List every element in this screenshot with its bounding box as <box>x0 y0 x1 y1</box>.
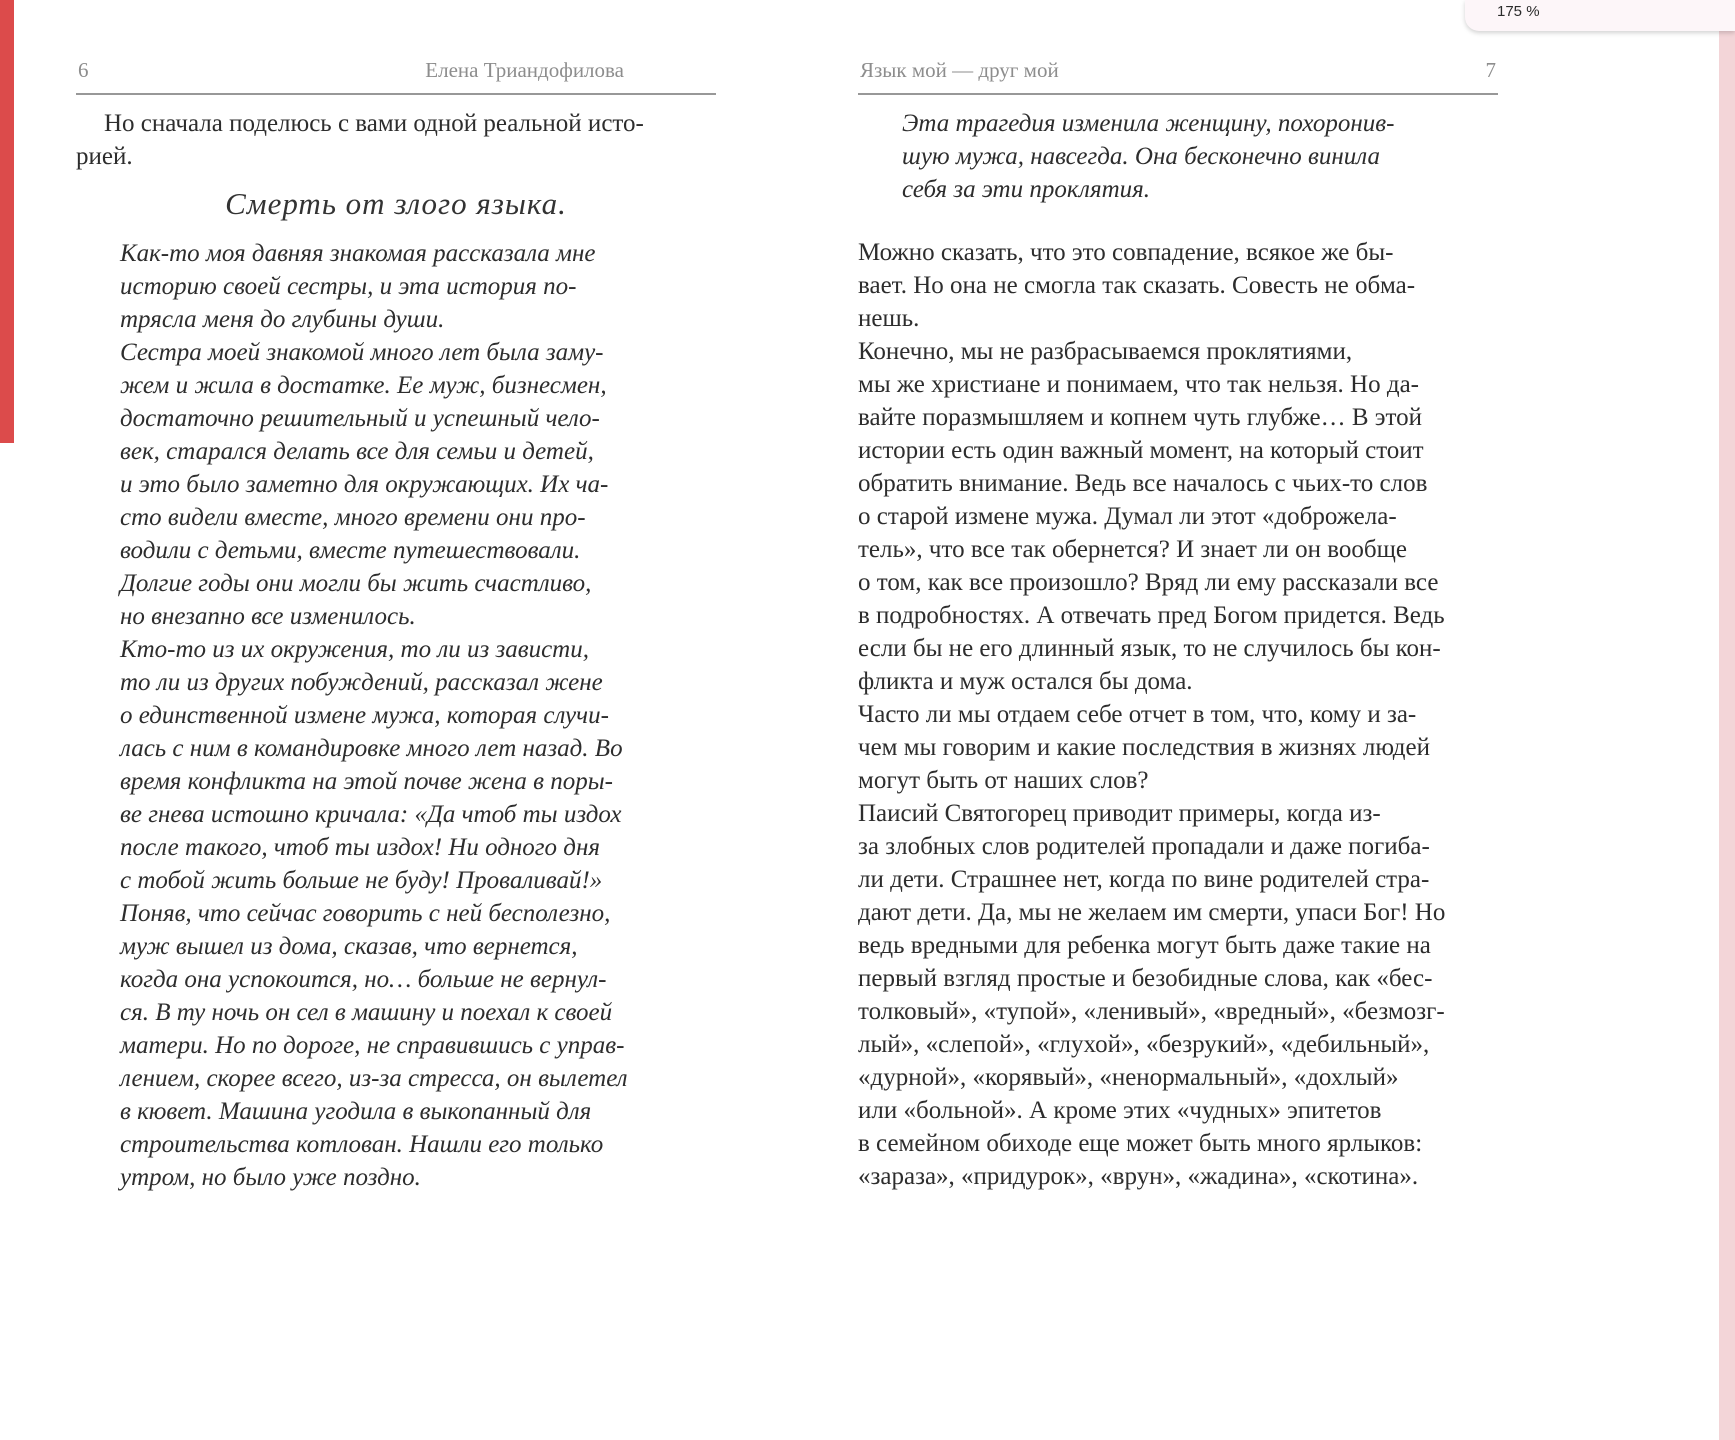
page-left-body <box>76 95 716 1194</box>
body-paragraph: Часто ли мы отдаем себе отчет в том, что, кому и за- чем мы говорим и какие последствия в жизнях людей могут быть от наших слов? <box>858 701 1430 794</box>
story-paragraph: Кто-то из их окружения, то ли из зависти, то ли из других побуждений, рассказал жене о единственной измене мужа, которая случи- лась с ним в командировке много лет назад. Во время конфликта на этой почве жена в поры- ве гнева истошно кричала: «Да чтоб ты издох после такого, чтоб ты издох! Ни одного дня с тобой жить больше не буду! Проваливай!» <box>120 636 623 894</box>
running-title-book: Язык мой — друг мой <box>860 58 1059 82</box>
page-right-body <box>858 95 1498 1193</box>
page-right-header <box>858 58 1498 95</box>
zoom-level-value: 175 % <box>1497 3 1540 20</box>
story-paragraph: Поняв, что сейчас говорить с ней бесполезно, муж вышел из дома, сказав, что вернется, когда она успокоится, но… больше не вернул- ся. В ту ночь он сел в машину и поехал к своей матери. Но по дороге, не справившись с управ- лением, скорее всего, из-за стресса, он вылетел в кювет. Машина угодила в выкопанный для строительства котлован. Нашли его только утром, но было уже поздно. <box>120 900 628 1191</box>
page-number-right: 7 <box>1485 58 1496 82</box>
zoom-level-badge <box>1465 0 1735 31</box>
left-edge-accent-strip <box>0 0 14 443</box>
body-paragraph: Можно сказать, что это совпадение, всякое же бы- вает. Но она не смогла так сказать. Совесть не обма- нешь. <box>858 239 1416 332</box>
story-paragraph: Как-то моя давняя знакомая рассказала мне историю своей сестры, и эта история по- трясла меня до глубины души. <box>120 240 596 333</box>
story-paragraph: Сестра моей знакомой много лет была заму- жем и жила в достатке. Ее муж, бизнесмен, достаточно решительный и успешный чело- век, старался делать все для семьи и детей, и это было заметно для окружающих. Их ча- сто видели вместе, много времени они про- водили с детьми, вместе путешествовали. Долгие годы они могли бы жить счастливо, но внезапно все изменилось. <box>120 339 609 630</box>
quote-paragraph: Эта трагедия изменила женщину, похоронив- шую мужа, навсегда. Она бесконечно винила себя за эти проклятия. <box>902 110 1395 203</box>
intro-paragraph: Но сначала поделюсь с вами одной реальной исто- рией. <box>76 110 644 170</box>
running-title-author: Елена Триандофилова <box>425 58 624 82</box>
story-quote-block <box>120 237 660 1194</box>
body-paragraph: Паисий Святогорец приводит примеры, когда из- за злобных слов родителей пропадали и даже погиба- ли дети. Страшнее нет, когда по вине родителей стра- дают дети. Да, мы не желаем им смерти, упаси Бог! Но ведь вредными для ребенка могут быть даже такие на первый взгляд простые и безобидные слова, как «бес- толковый», «тупой», «ленивый», «вредный», «безмозг- лый», «слепой», «глухой», «безрукий», «дебильный», «дурной», «корявый», «ненормальный», «дохлый» или «больной». А кроме этих «чудных» эпитетов в семейном обиходе еще может быть много ярлыков: «зараза», «придурок», «врун», «жадина», «скотина». <box>858 800 1446 1190</box>
page-left <box>76 58 716 1194</box>
page-number-left: 6 <box>78 58 89 82</box>
section-heading: Смерть от злого языка. <box>225 186 567 221</box>
body-paragraph: Конечно, мы не разбрасываемся проклятиями, мы же христиане и понимаем, что так нельзя. Но да- вайте поразмышляем и копнем чуть глубже… В этой истории есть один важный момент, на который стоит обратить внимание. Ведь все началось с чьих-то слов о старой измене мужа. Думал ли этот «доброжела- тель», что все так обернется? И знает ли он вообще о том, как все произошло? Вряд ли ему рассказали все в подробностях. А отвечать пред Богом придется. Ведь если бы не его длинный язык, то не случилось бы кон- фликта и муж остался бы дома. <box>858 338 1445 695</box>
page-left-header <box>76 58 716 95</box>
right-edge-strip <box>1719 0 1735 1440</box>
page-right <box>858 58 1498 1193</box>
